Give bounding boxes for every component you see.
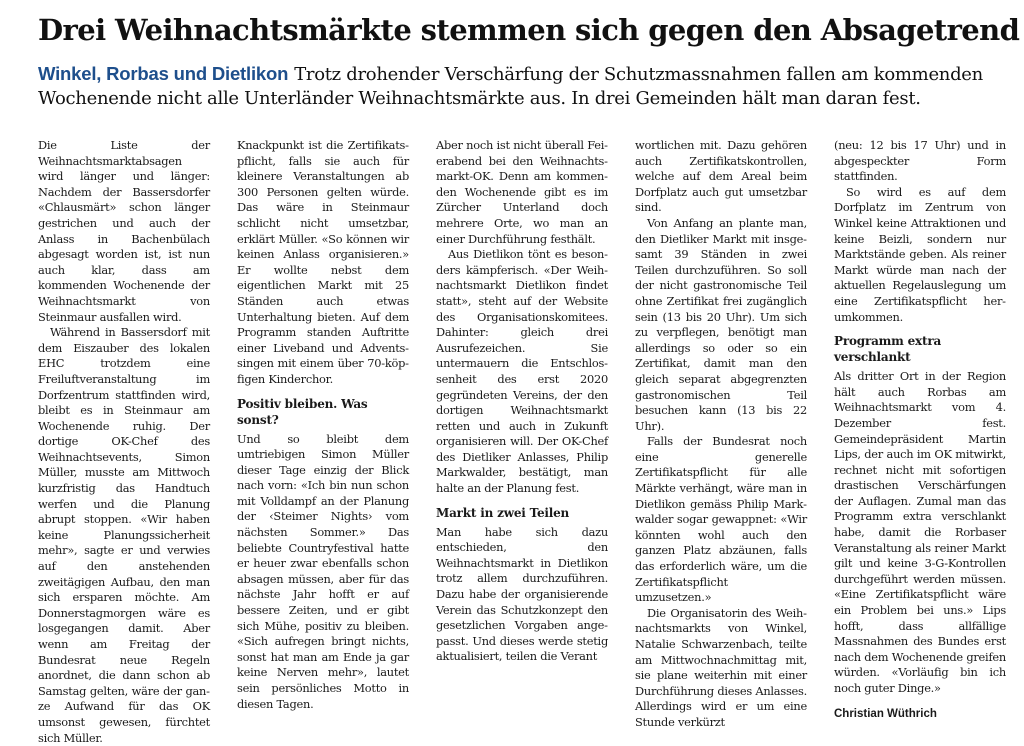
subheading: Programm extra verschlankt bbox=[834, 334, 942, 365]
column-3 bbox=[436, 138, 608, 665]
lead-paragraph bbox=[38, 62, 1010, 111]
paragraph: Während in Bassersdorf mit dem Eiszauber des lokalen EHC trotzdem eine Freiluftveranstaltung im Dorfzentrum stattfinden wird, bleibt es in Steinmaur am Wochenende ruhig. Der dortige OK-Chef des Weihnachtsevents, Simon Müller, musste am Mittwoch kurzfristig das Handtuch werfen und die Planung abrupt stoppen. «Wir haben keine Planungssicherheit mehr», sagte er und verwies auf den anstehenden zweitägigen Aufbau, den man sich ersparen möchte. Am Donnerstagmorgen wäre es losgegangen damit. Aber wenn am Freitag der Bundesrat neue Regeln anordnet, die dann schon ab Samstag gelten, wäre der ganze Aufwand für das OK umsonst gewesen, fürchtet sich Müller. bbox=[38, 325, 210, 745]
paragraph: Die Liste der Weihnachtsmarktabsagen wird länger und länger: Nachdem der Bassersdorfer «Chlausmärt» schon länger gestrichen und auch der Anlass in Bachenbülach abgesagt worden ist, ist nun auch klar, dass am kommenden Wochenende der Weihnachtsmarkt von Steinmaur ausfallen wird. bbox=[38, 138, 210, 324]
headline: Drei Weihnachtsmärkte stemmen sich gegen den Absagetrend bbox=[38, 13, 1020, 47]
paragraph: Aber noch ist nicht überall Feierabend bei den Weihnachtsmarkt-OK. Denn am kommenden Wochenende gibt es im Zürcher Unterland doch mehrere Orte, wo man an einer Durchführung festhält. bbox=[436, 138, 608, 246]
lead-text: Trotz drohender Verschärfung der Schutzmassnahmen fallen am kommenden Wochenende nicht alle Unterländer Weihnachtsmärkte aus. In drei Gemeinden hält man daran fest. bbox=[38, 64, 983, 109]
kicker: Winkel, Rorbas und Dietlikon bbox=[38, 63, 289, 84]
paragraph: Und so bleibt dem umtriebigen Simon Müller dieser Tage einzig der Blick nach vorn: «Ich bin nun schon mit Volldampf an der Planung der ‹Steimer Nights› vom nächsten Sommer.» Das beliebte Countryfestival hatte er heuer zwar ebenfalls schon absagen müssen, aber für das nächste Jahr hofft er auf bessere Zeiten, und er gibt sich Mühe, positiv zu bleiben. «Sich aufregen bringt nichts, sonst hat man am Ende ja gar keine Nerven mehr», lautet sein persönliches Motto in diesen Tagen. bbox=[237, 431, 409, 711]
paragraph: Falls der Bundesrat noch eine generelle Zertifikatspflicht für alle Märkte verhängt, wäre man in Dietlikon gemäss Philip Markwalder sogar gewappnet: «Wir könnten wohl auch den ganzen Platz abzäunen, falls das erforderlich wäre, um die Zertifikatspflicht umzusetzen.» bbox=[635, 434, 807, 605]
byline: Christian Wüthrich bbox=[834, 707, 937, 720]
paragraph: Man habe sich dazu entschieden, den Weihnachtsmarkt in Dietlikon trotz allem durchzuführen. Dazu habe der organisierende Verein das Schutzkonzept den gesetzlichen Vorgaben angepasst. Und dieses werde stetig aktualisiert, teilen die Verant bbox=[436, 524, 608, 664]
column-2 bbox=[237, 138, 409, 712]
paragraph: Von Anfang an plante man, den Dietliker Markt mit insgesamt 39 Ständen in zwei Teilen durchzuführen. So soll der nicht gastronomische Teil ohne Zertifikat frei zugänglich sein (13 bis 20 Uhr). Um sich zu verpflegen, benötigt man allerdings so oder so ein Zertifikat, damit man den gleich separat abgegrenzten gastronomischen Teil besuchen kann (13 bis 22 Uhr). bbox=[635, 215, 807, 433]
column-5 bbox=[834, 138, 1006, 722]
column-4 bbox=[635, 138, 807, 731]
paragraph: wortlichen mit. Dazu gehören auch Zertifikatskontrollen, welche auf dem Areal beim Dorfplatz auch gut umsetzbar sind. bbox=[635, 138, 807, 215]
paragraph: Knackpunkt ist die Zertifikatspflicht, falls sie auch für kleinere Veranstaltungen ab 300 Personen gelten würde. Das wäre in Steinmaur schlicht nicht umsetzbar, erklärt Müller. «So können wir keinen Anlass organisieren.» Er wollte nebst dem eigentlichen Markt mit 25 Ständen auch etwas Unterhaltung bieten. Auf dem Programm standen Auftritte einer Liveband und Adventssingen mit einem über 70-köpfigen Kinderchor. bbox=[237, 138, 409, 386]
paragraph: Aus Dietlikon tönt es besonders kämpferisch. «Der Weihnachtsmarkt Dietlikon findet statt», steht auf der Website des Organisationskomitees. Dahinter: gleich drei Ausrufezeichen. Sie untermauern die Entschlossenheit des erst 2020 gegründeten Vereins, der den dortigen Weihnachtsmarkt retten und auch in Zukunft organisieren will. Der OK-Chef des Dietliker Anlasses, Philip Markwalder, bestätigt, man halte an der Planung fest. bbox=[436, 247, 608, 496]
paragraph: (neu: 12 bis 17 Uhr) und in abgespeckter Form stattfinden. bbox=[834, 138, 1006, 184]
column-1 bbox=[38, 138, 210, 746]
subheading: Markt in zwei Teilen bbox=[436, 505, 570, 520]
paragraph: Als dritter Ort in der Region hält auch Rorbas am Weihnachtsmarkt vom 4. Dezember fest. Gemeindepräsident Martin Lips, der auch im OK mitwirkt, rechnet nicht mit sofortigen drastischen Verschärfungen der Auflagen. Zumal man das Programm extra verschlankt habe, damit die Rorbaser Veranstaltung als reiner Markt gilt und keine 3-G-Kontrollen durchgeführt werden müssen. «Eine Zertifikatspflicht wäre ein Problem bei uns.» Lips hofft, dass allfällige Massnahmen des Bundes erst nach dem Wochenende greifen würden. «Vorläufig bin ich noch guter Dinge.» bbox=[834, 369, 1006, 695]
paragraph: So wird es auf dem Dorfplatz im Zentrum von Winkel keine Attraktionen und keine Beizli, sondern nur Marktstände geben. Als reiner Markt würde man nach der aktuellen Regelauslegung um eine Zertifikatspflicht herumkommen. bbox=[834, 184, 1006, 324]
paragraph: Die Organisatorin des Weihnachtsmarkts von Winkel, Natalie Schwarzenbach, teilte am Mittwochnachmittag mit, sie plane weiterhin mit einer Durchführung dieses Anlasses. Allerdings wird er um eine Stunde verkürzt bbox=[635, 605, 807, 729]
subheading: Positiv bleiben. Was sonst? bbox=[237, 396, 368, 427]
